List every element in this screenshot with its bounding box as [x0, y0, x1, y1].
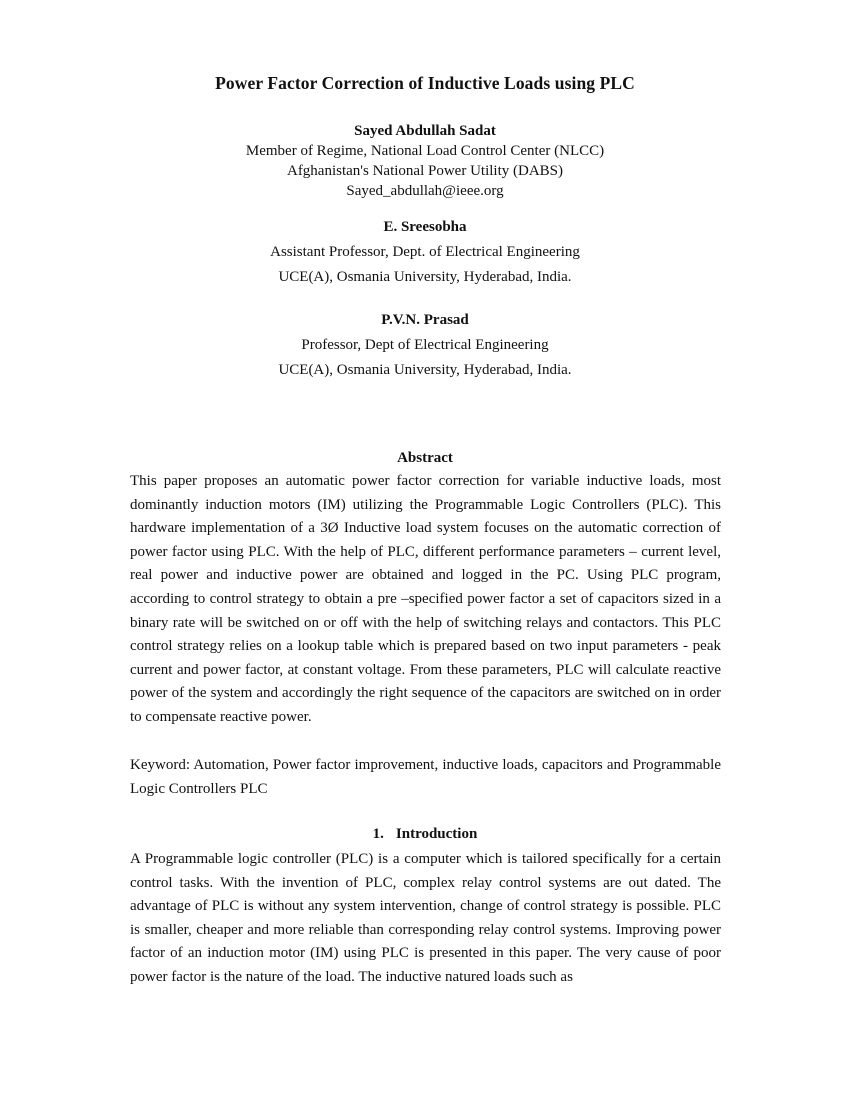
section-number: 1.	[372, 826, 384, 842]
author-affiliation-line: Assistant Professor, Dept. of Electrical Engineering	[270, 244, 580, 260]
author-affiliation-line: UCE(A), Osmania University, Hyderabad, India.	[278, 269, 572, 285]
keywords-text: Keyword: Automation, Power factor improvement, inductive loads, capacitors and Programmable Logic Controllers PLC	[130, 757, 721, 797]
author-affiliation-line: Professor, Dept of Electrical Engineering	[301, 337, 549, 353]
author-affiliation-line: Afghanistan's National Power Utility (DABS)	[286, 163, 563, 179]
author-affiliation-line: Member of Regime, National Load Control Center (NLCC)	[245, 143, 605, 159]
abstract-heading: Abstract	[397, 450, 453, 466]
author-email: Sayed_abdullah@ieee.org	[346, 183, 504, 199]
paper-title: Power Factor Correction of Inductive Loads using PLC	[215, 73, 635, 93]
introduction-heading	[0, 826, 850, 843]
author-block-3	[0, 308, 850, 383]
author-block-2	[0, 215, 850, 290]
author-name-2: E. Sreesobha	[383, 219, 467, 235]
introduction-text: A Programmable logic controller (PLC) is a computer which is tailored specifically for a certain control tasks. With the invention of PLC, complex relay control systems are out dated. The advantage of PLC is without any system intervention, change of control strategy is possible. PLC is smaller, cheaper and more reliable than corresponding relay control systems. Improving power factor of an induction motor (IM) using PLC is presented in this paper. The very cause of poor power factor is the nature of the load. The inductive natured loads such as	[130, 851, 721, 985]
author-block-1	[0, 121, 850, 201]
abstract-text: This paper proposes an automatic power factor correction for variable inductive loads, most dominantly induction motors (IM) utilizing the Programmable Logic Controllers (PLC). This hardware implementation of a 3Ø Inductive load system focuses on the automatic correction of power factor using PLC. With the help of PLC, different performance parameters – current level, real power and inductive power are obtained and logged in the PC. Using PLC program, according to control strategy to obtain a pre –specified power factor a set of capacitors sized in a binary rate will be switched on or off with the help of switching relays and contactors. This PLC control strategy relies on a lookup table which is prepared based on two input parameters - peak current and power factor, at constant voltage. From these parameters, PLC will calculate reactive power of the system and accordingly the right sequence of the capacitors are switched on in order to compensate reactive power.	[130, 473, 721, 725]
section-title: Introduction	[395, 826, 478, 842]
author-name-3: P.V.N. Prasad	[381, 312, 469, 328]
author-name-1: Sayed Abdullah Sadat	[354, 123, 496, 139]
author-affiliation-line: UCE(A), Osmania University, Hyderabad, India.	[278, 362, 572, 378]
